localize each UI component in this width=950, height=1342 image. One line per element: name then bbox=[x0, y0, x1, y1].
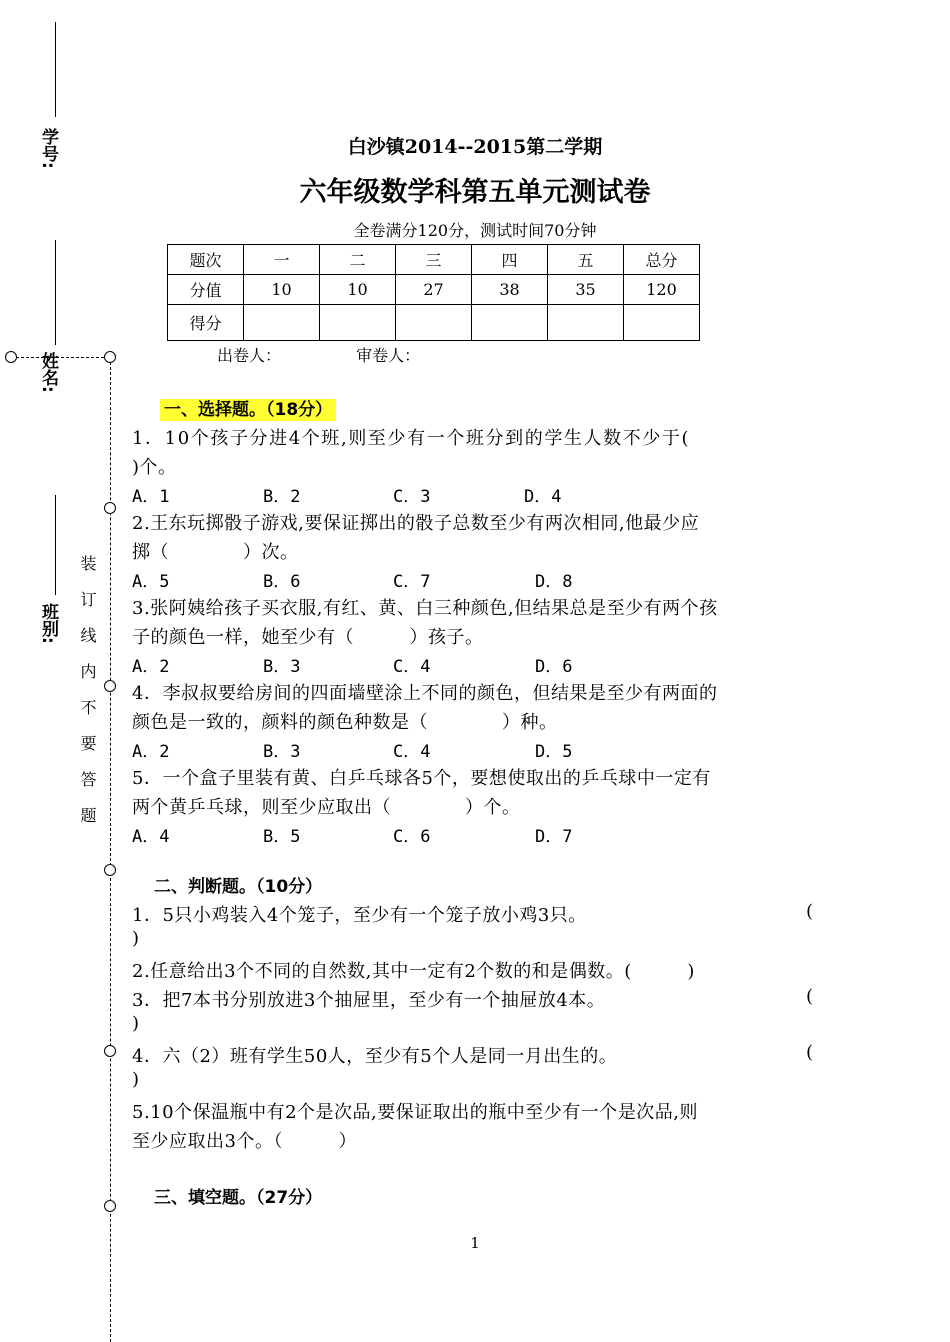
option-b[interactable]: B．3 bbox=[263, 742, 301, 762]
answer-paren-open: ( bbox=[806, 901, 814, 922]
answer-paren-close: ) bbox=[132, 1069, 140, 1090]
option-c[interactable]: C．6 bbox=[393, 827, 431, 847]
option-b[interactable]: B．5 bbox=[263, 827, 301, 847]
question-text: 颜色是一致的，颜料的颜色种数是（ ）种。 bbox=[132, 712, 558, 733]
score-input-cell[interactable] bbox=[548, 305, 624, 341]
score-input-cell[interactable] bbox=[624, 305, 700, 341]
author-label: 出卷人： bbox=[217, 346, 282, 365]
table-cell: 120 bbox=[624, 275, 700, 305]
question-text: 子的颜色一样，她至少有（ ）孩子。 bbox=[132, 627, 484, 648]
option-c[interactable]: C．3 bbox=[393, 487, 431, 507]
question-text: 4．李叔叔要给房间的四面墙壁涂上不同的颜色，但结果是至少有两面的 bbox=[132, 683, 718, 704]
table-cell: 总分 bbox=[624, 245, 700, 275]
class-label: 班别: bbox=[38, 603, 58, 644]
score-table bbox=[167, 244, 700, 341]
binding-hole bbox=[104, 864, 116, 876]
section-title bbox=[160, 395, 336, 420]
option-d[interactable]: D．5 bbox=[535, 742, 573, 762]
answer-paren-open: ( bbox=[806, 1042, 814, 1063]
exam-title: 六年级数学科第五单元测试卷 bbox=[299, 177, 651, 208]
option-d[interactable]: D．7 bbox=[535, 827, 573, 847]
question-text: 1．10个孩子分进4个班,则至少有一个班分到的学生人数不少于( bbox=[132, 428, 691, 449]
score-input-cell[interactable] bbox=[244, 305, 320, 341]
table-cell: 四 bbox=[472, 245, 548, 275]
score-input-cell[interactable] bbox=[320, 305, 396, 341]
option-c[interactable]: C．7 bbox=[393, 572, 431, 592]
question-text: 5.10个保温瓶中有2个是次品,要保证取出的瓶中至少有一个是次品,则 bbox=[132, 1102, 698, 1123]
binding-hole bbox=[104, 502, 116, 514]
makers-line bbox=[217, 343, 490, 366]
question-text: 掷（ ）次。 bbox=[132, 542, 299, 563]
option-c[interactable]: C．4 bbox=[393, 742, 431, 762]
score-input-cell[interactable] bbox=[396, 305, 472, 341]
exam-subtitle: 全卷满分120分，测试时间70分钟 bbox=[353, 221, 597, 240]
question-text: 4．六（2）班有学生50人，至少有5个人是同一月出生的。 bbox=[132, 1046, 618, 1067]
school-term: 白沙镇2014--2015第二学期 bbox=[347, 136, 603, 158]
name-line bbox=[55, 240, 56, 345]
option-a[interactable]: A．1 bbox=[132, 487, 170, 507]
question-text: 两个黄乒乓球，则至少应取出（ ）个。 bbox=[132, 797, 521, 818]
question-text: 2.王东玩掷骰子游戏,要保证掷出的骰子总数至少有两次相同,他最少应 bbox=[132, 513, 700, 534]
binding-hole bbox=[104, 1200, 116, 1212]
name-label: 姓名: bbox=[38, 352, 58, 393]
table-cell: 得分 bbox=[168, 305, 244, 341]
section2-title: 二、判断题。（10分） bbox=[154, 877, 323, 897]
option-b[interactable]: B．6 bbox=[263, 572, 301, 592]
option-a[interactable]: A．4 bbox=[132, 827, 170, 847]
option-d[interactable]: D．8 bbox=[535, 572, 573, 592]
table-row bbox=[168, 305, 700, 341]
table-row bbox=[168, 245, 700, 275]
binding-hole bbox=[5, 351, 17, 363]
table-cell: 10 bbox=[320, 275, 396, 305]
question-text: 1．5只小鸡装入4个笼子，至少有一个笼子放小鸡3只。 bbox=[132, 905, 587, 926]
section1-title: 一、选择题。（18分） bbox=[160, 399, 336, 421]
section3-title: 三、填空题。（27分） bbox=[154, 1188, 323, 1208]
table-cell: 一 bbox=[244, 245, 320, 275]
table-cell: 35 bbox=[548, 275, 624, 305]
binding-hole bbox=[104, 351, 116, 363]
question-text: 5．一个盒子里装有黄、白乒乓球各5个，要想使取出的乒乓球中一定有 bbox=[132, 768, 711, 789]
binding-hole bbox=[104, 1045, 116, 1057]
score-input-cell[interactable] bbox=[472, 305, 548, 341]
table-cell: 题次 bbox=[168, 245, 244, 275]
table-cell: 三 bbox=[396, 245, 472, 275]
reviewer-label: 审卷人： bbox=[356, 346, 421, 365]
question-text: 至少应取出3个。（ ） bbox=[132, 1131, 357, 1152]
question-text: 3．把7本书分别放进3个抽屉里，至少有一个抽屉放4本。 bbox=[132, 990, 606, 1011]
table-cell: 38 bbox=[472, 275, 548, 305]
option-a[interactable]: A．5 bbox=[132, 572, 170, 592]
table-cell: 五 bbox=[548, 245, 624, 275]
answer-paren-open: ( bbox=[806, 986, 814, 1007]
student-id-label: 学号: bbox=[38, 128, 58, 169]
page-number: 1 bbox=[470, 1234, 480, 1252]
option-d[interactable]: D．4 bbox=[524, 487, 562, 507]
binding-dash-horizontal bbox=[16, 357, 104, 358]
option-b[interactable]: B．3 bbox=[263, 657, 301, 677]
question-text: 2.任意给出3个不同的自然数,其中一定有2个数的和是偶数。( ) bbox=[132, 961, 695, 982]
question-text: 3.张阿姨给孩子买衣服,有红、黄、白三种颜色,但结果总是至少有两个孩 bbox=[132, 598, 718, 619]
option-c[interactable]: C．4 bbox=[393, 657, 431, 677]
table-cell: 二 bbox=[320, 245, 396, 275]
option-b[interactable]: B．2 bbox=[263, 487, 301, 507]
binding-hole bbox=[104, 680, 116, 692]
answer-paren-close: ) bbox=[132, 1013, 140, 1034]
option-a[interactable]: A．2 bbox=[132, 657, 170, 677]
table-cell: 27 bbox=[396, 275, 472, 305]
option-a[interactable]: A．2 bbox=[132, 742, 170, 762]
option-d[interactable]: D．6 bbox=[535, 657, 573, 677]
table-cell: 分值 bbox=[168, 275, 244, 305]
table-cell: 10 bbox=[244, 275, 320, 305]
question-text: )个。 bbox=[132, 457, 177, 478]
binding-warning: 装订线内不要答题 bbox=[78, 555, 97, 843]
answer-paren-close: ) bbox=[132, 928, 140, 949]
class-line bbox=[55, 495, 56, 595]
student-id-line bbox=[55, 22, 56, 117]
table-row bbox=[168, 275, 700, 305]
